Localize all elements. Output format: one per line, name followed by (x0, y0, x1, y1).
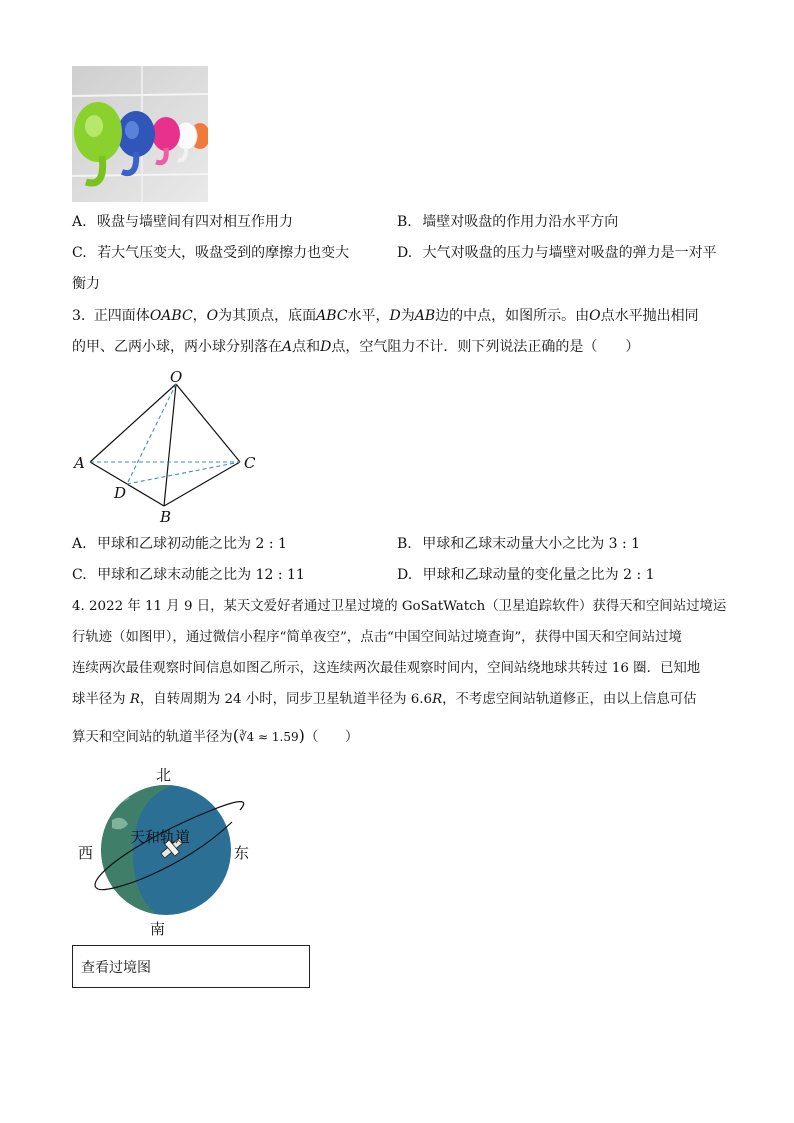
q2-option-d (397, 243, 717, 263)
plane-symbol: ABC (316, 308, 348, 324)
option-text: 甲球和乙球初动能之比为 2 : 1 (97, 536, 287, 552)
option-letter: B. (397, 536, 412, 552)
west-label: 西 (78, 844, 94, 862)
point-symbol: D (389, 308, 401, 324)
option-letter: C. (72, 567, 87, 583)
q2-option-c (72, 243, 349, 263)
stem-text: （ ） (304, 730, 359, 745)
q4-stem-line-1: 4. 2022 年 11 月 9 日，某天文爱好者通过卫星过境的 GoSatWatch（卫星追踪软件）获得天和空间站过境运 (72, 599, 727, 614)
stem-text: 的甲、乙两小球，两小球分别落在 (72, 339, 282, 355)
option-text: 甲球和乙球末动量大小之比为 3 : 1 (422, 536, 641, 552)
label-o: O (170, 368, 183, 386)
option-text: 甲球和乙球动量的变化量之比为 2 : 1 (422, 567, 655, 583)
stem-text: 为其顶点，底面 (218, 308, 317, 324)
formula-text: ∛4 ≈ 1.59 (238, 730, 299, 744)
earth-orbit-figure (72, 762, 262, 942)
segment-symbol: AB (414, 308, 436, 324)
stem-text: ， (192, 308, 207, 324)
option-letter: A. (72, 214, 87, 230)
stem-text: 边的中点，如图所示。由 (435, 308, 590, 324)
view-transit-map-label: 查看过境图 (81, 960, 151, 976)
stem-text: 点和 (292, 339, 321, 355)
option-text: 墙壁对吸盘的作用力沿水平方向 (422, 214, 619, 230)
stem-text: ，不考虑空间站轨道修正，由以上信息可估 (442, 692, 697, 707)
q3-stem-line-1 (72, 306, 699, 326)
option-text: 大气对吸盘的压力与墙壁对吸盘的弹力是一对平 (422, 245, 717, 261)
q3-option-d (397, 565, 655, 585)
stem-text: 点，空气阻力不计．则下列说法正确的是（ ） (331, 339, 640, 355)
q2-option-a (72, 212, 293, 232)
north-label: 北 (156, 766, 172, 784)
label-a: A (74, 454, 85, 472)
option-text: 吸盘与墙壁间有四对相互作用力 (97, 214, 294, 230)
q4-stem-line-2: 行轨迹（如图甲），通过微信小程序“简单夜空”，点击“中国空间站过境查询”，获得中国天和空间站过境 (72, 630, 682, 645)
q4-stem-line-3: 连续两次最佳观察时间信息如图乙所示，这连续两次最佳观察时间内，空间站绕地球共转过 16 圈．已知地 (72, 661, 701, 676)
radius-symbol: R (432, 692, 443, 707)
option-letter: D. (397, 245, 413, 261)
east-label: 东 (234, 844, 250, 862)
stem-text: 为 (400, 308, 415, 324)
q4-stem-line-5 (72, 726, 358, 748)
stem-text: 水平， (347, 308, 390, 324)
tetrahedron-figure (70, 366, 270, 526)
stem-text: 点水平抛出相同 (600, 308, 699, 324)
label-d: D (114, 484, 127, 502)
q4-stem-line-4 (72, 690, 697, 710)
label-c: C (244, 454, 256, 472)
option-letter: D. (397, 567, 413, 583)
stem-text: ，自转周期为 24 小时，同步卫星轨道半径为 6.6 (139, 692, 433, 707)
stem-text: 球半径为 (72, 692, 130, 707)
q2-option-b (397, 212, 618, 232)
view-transit-map-button[interactable] (72, 945, 310, 988)
q2-option-d-continuation: 衡力 (72, 276, 100, 292)
q3-option-b (397, 534, 640, 554)
option-text: 若大气压变大，吸盘受到的摩擦力也变大 (97, 245, 350, 261)
orbit-label: 天和轨道 (130, 828, 191, 846)
option-letter: A. (72, 536, 87, 552)
point-symbol: O (206, 308, 219, 324)
stem-text: 正四面体 (93, 308, 150, 324)
suction-hooks-photo (72, 66, 208, 202)
point-symbol: O (589, 308, 601, 324)
formula: ) (298, 726, 305, 745)
q3-option-a (72, 534, 287, 554)
point-symbol: D (320, 339, 332, 355)
q3-stem-line-2 (72, 337, 639, 357)
formula: ( (232, 726, 239, 745)
question-number: 3. (72, 308, 86, 324)
label-b: B (160, 508, 172, 526)
q3-option-c (72, 565, 305, 585)
stem-text: 算天和空间站的轨道半径为 (72, 730, 233, 745)
option-letter: B. (397, 214, 412, 230)
option-letter: C. (72, 245, 87, 261)
south-label: 南 (150, 920, 166, 938)
option-text: 甲球和乙球末动能之比为 12 : 11 (97, 567, 305, 583)
point-symbol: A (282, 339, 293, 355)
tetrahedron-symbol: OABC (149, 308, 193, 324)
radius-symbol: R (129, 692, 140, 707)
